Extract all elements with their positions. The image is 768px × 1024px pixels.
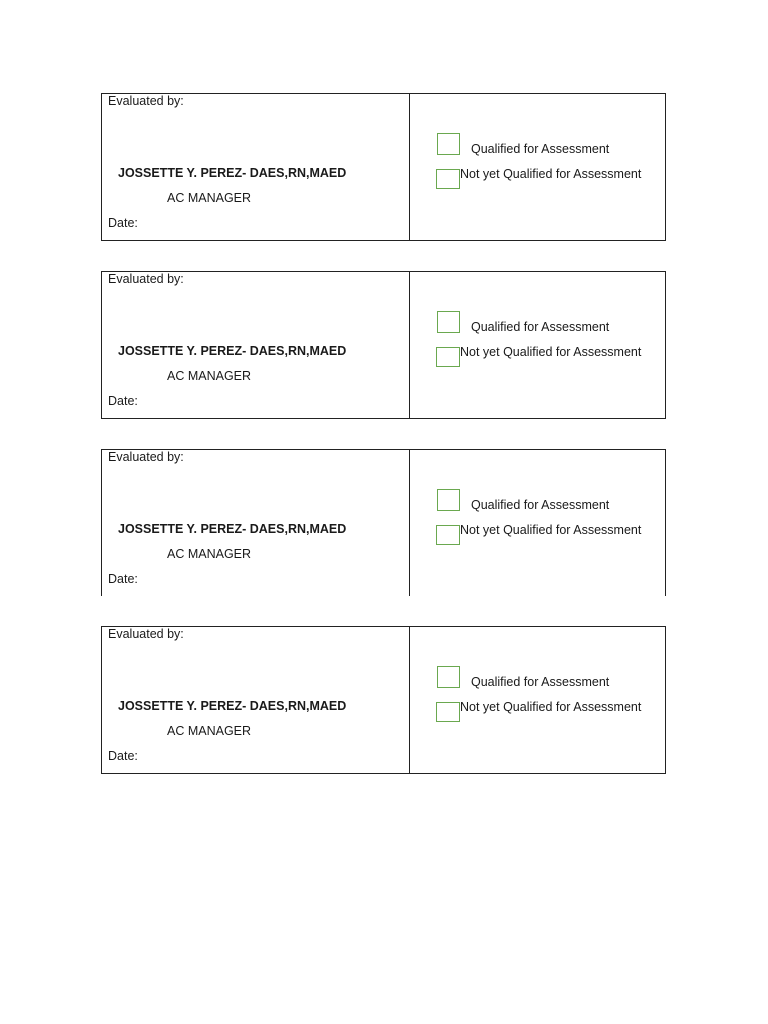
qualified-checkbox[interactable]: [437, 311, 460, 333]
evaluator-role: AC MANAGER: [167, 191, 252, 205]
date-label: Date:: [108, 572, 138, 586]
evaluated-by-label: Evaluated by:: [108, 627, 184, 641]
not-qualified-checkbox[interactable]: [436, 169, 460, 189]
evaluator-name: JOSSETTE Y. PEREZ- DAES,RN,MAED: [118, 344, 347, 358]
evaluator-name: JOSSETTE Y. PEREZ- DAES,RN,MAED: [118, 522, 347, 536]
evaluation-form-4: [101, 626, 666, 774]
not-qualified-checkbox[interactable]: [436, 525, 460, 545]
not-qualified-checkbox[interactable]: [436, 702, 460, 722]
date-label: Date:: [108, 216, 138, 230]
evaluation-form-3: [101, 449, 666, 596]
not-qualified-label: Not yet Qualified for Assessment: [460, 167, 642, 181]
qualified-checkbox[interactable]: [437, 133, 460, 155]
evaluation-form-2: [101, 271, 666, 419]
qualified-label: Qualified for Assessment: [471, 320, 610, 334]
evaluation-form-1: [101, 93, 666, 241]
evaluator-role: AC MANAGER: [167, 547, 252, 561]
column-divider: [409, 272, 410, 418]
date-label: Date:: [108, 749, 138, 763]
date-label: Date:: [108, 394, 138, 408]
qualified-label: Qualified for Assessment: [471, 498, 610, 512]
not-qualified-label: Not yet Qualified for Assessment: [460, 523, 642, 537]
qualified-label: Qualified for Assessment: [471, 142, 610, 156]
column-divider: [409, 627, 410, 773]
evaluated-by-label: Evaluated by:: [108, 272, 184, 286]
evaluator-role: AC MANAGER: [167, 724, 252, 738]
qualified-checkbox[interactable]: [437, 489, 460, 511]
evaluator-role: AC MANAGER: [167, 369, 252, 383]
evaluator-name: JOSSETTE Y. PEREZ- DAES,RN,MAED: [118, 699, 347, 713]
evaluated-by-label: Evaluated by:: [108, 94, 184, 108]
column-divider: [409, 94, 410, 240]
qualified-label: Qualified for Assessment: [471, 675, 610, 689]
not-qualified-label: Not yet Qualified for Assessment: [460, 345, 642, 359]
column-divider: [409, 450, 410, 596]
qualified-checkbox[interactable]: [437, 666, 460, 688]
not-qualified-checkbox[interactable]: [436, 347, 460, 367]
evaluated-by-label: Evaluated by:: [108, 450, 184, 464]
not-qualified-label: Not yet Qualified for Assessment: [460, 700, 642, 714]
evaluator-name: JOSSETTE Y. PEREZ- DAES,RN,MAED: [118, 166, 347, 180]
